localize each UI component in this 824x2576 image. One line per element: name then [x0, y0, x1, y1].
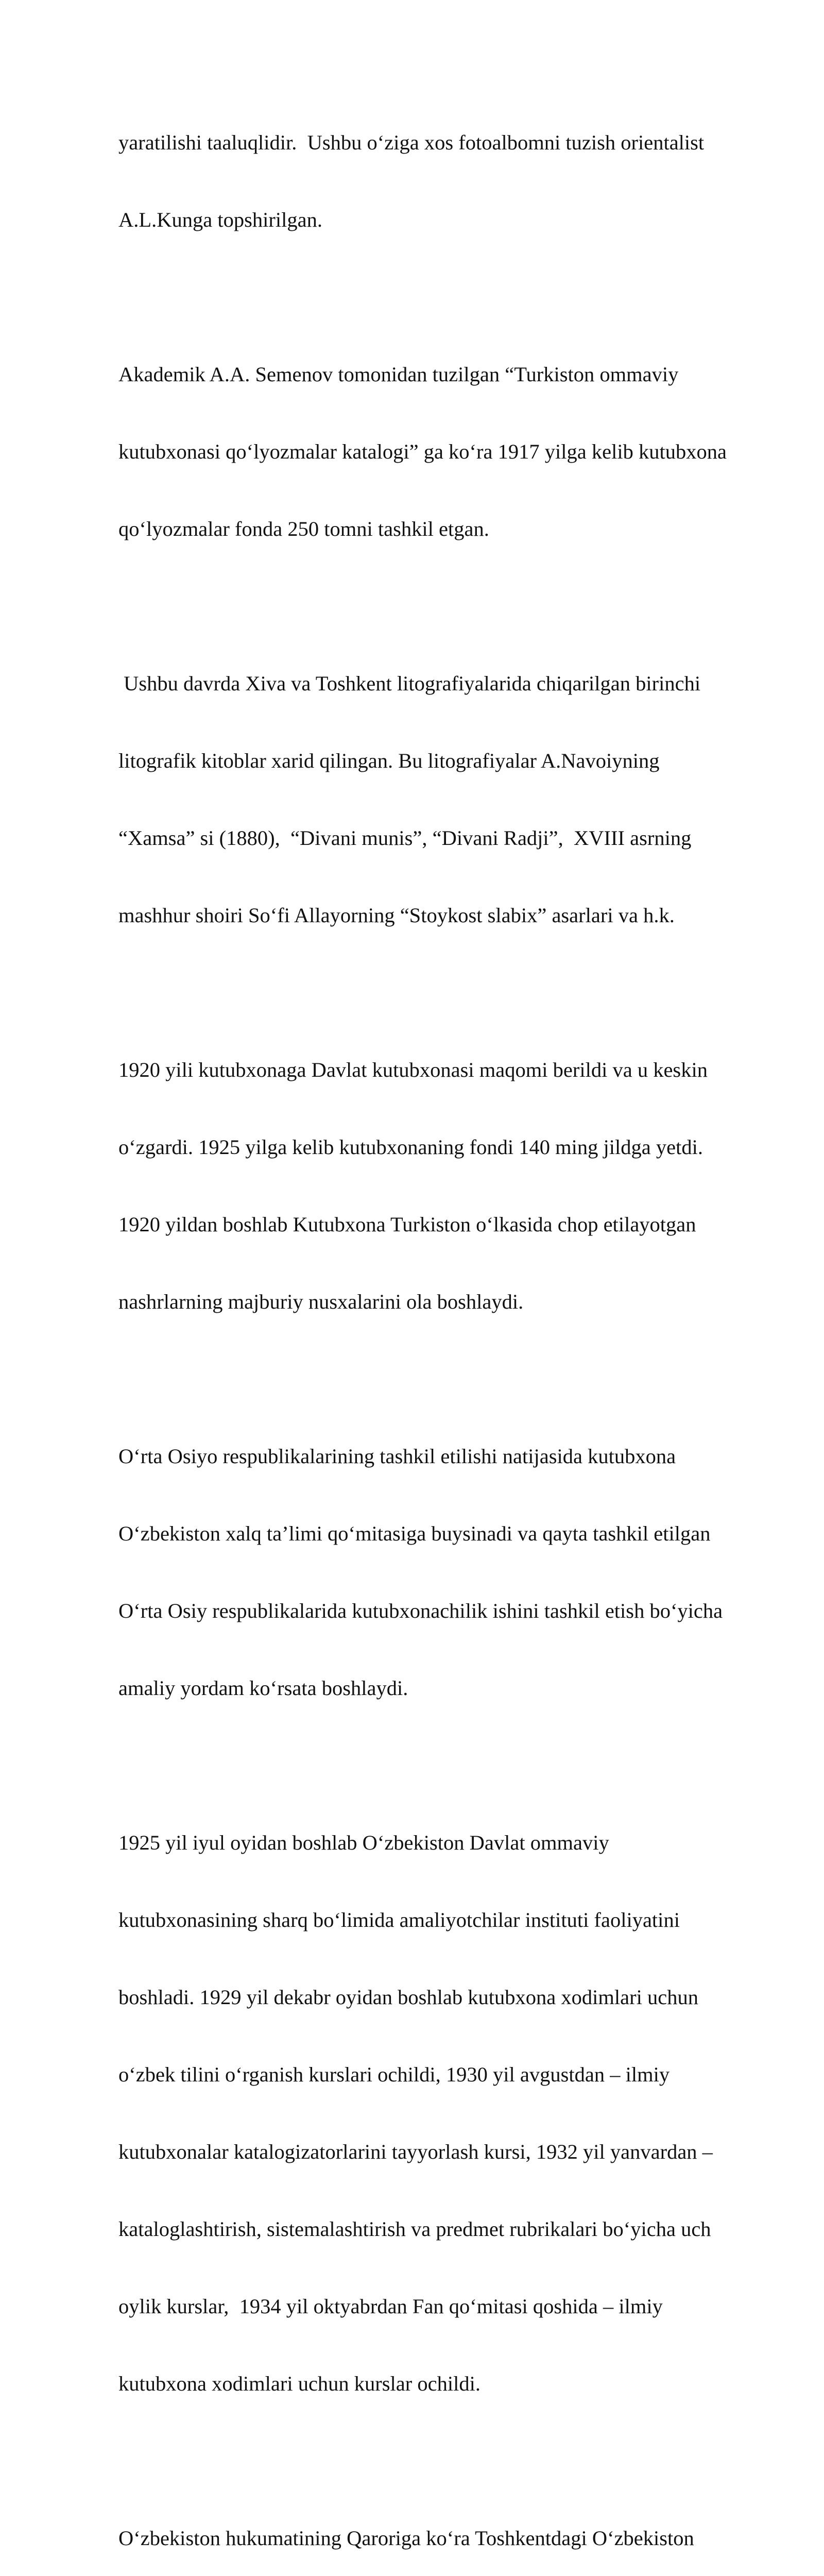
- text-line: kutubxonasining sharq bo‘limida amaliyotchilar instituti faoliyatini: [118, 1908, 680, 1931]
- text-line: qo‘lyozmalar fonda 250 tomni tashkil etgan.: [118, 517, 489, 540]
- text-line: 1925 yil iyul oyidan boshlab O‘zbekiston Davlat ommaviy: [118, 1831, 609, 1854]
- text-line: o‘zgardi. 1925 yilga kelib kutubxonaning fondi 140 ming jildga yetdi.: [118, 1136, 703, 1159]
- text-line: O‘zbekiston xalq ta’limi qo‘mitasiga buysinadi va qayta tashkil etilgan: [118, 1522, 711, 1545]
- text-line: “Xamsa” si (1880), “Divani munis”, “Divani Radji”, XVIII asrning: [118, 826, 692, 850]
- text-line: O‘rta Osiyo respublikalarining tashkil etilishi natijasida kutubxona: [118, 1445, 676, 1468]
- text-line: Akademik A.A. Semenov tomonidan tuzilgan “Turkiston ommaviy: [118, 363, 679, 386]
- text-line: kataloglashtirish, sistemalashtirish va predmet rubrikalari bo‘yicha uch: [118, 2217, 711, 2241]
- text-line: boshladi. 1929 yil dekabr oyidan boshlab kutubxona xodimlari uchun: [118, 1986, 698, 2009]
- text-line: O‘zbekiston hukumatining Qaroriga ko‘ra Toshkentdagi O‘zbekiston: [118, 2527, 694, 2550]
- text-line: litografik kitoblar xarid qilingan. Bu litografiyalar A.Navoiyning: [118, 749, 660, 772]
- document-body: [118, 78, 788, 2576]
- paragraph-3: [118, 619, 788, 980]
- text-line: o‘zbek tilini o‘rganish kurslari ochildi, 1930 yil avgustdan – ilmiy: [118, 2063, 670, 2086]
- paragraph-1: [118, 78, 788, 284]
- text-line: Ushbu davrda Xiva va Toshkent litografiyalarida chiqarilgan birinchi: [118, 672, 701, 695]
- paragraph-6: [118, 1778, 788, 2448]
- text-line: kutubxonalar katalogizatorlarini tayyorlash kursi, 1932 yil yanvardan –: [118, 2140, 713, 2163]
- text-line: mashhur shoiri So‘fi Allayorning “Stoykost slabix” asarlari va h.k.: [118, 904, 675, 927]
- paragraph-7: [118, 2474, 788, 2576]
- text-line: kutubxonasi qo‘lyozmalar katalogi” ga ko‘ra 1917 yilga kelib kutubxona: [118, 440, 727, 463]
- text-line: nashrlarning majburiy nusxalarini ola boshlaydi.: [118, 1290, 524, 1313]
- text-line: 1920 yili kutubxonaga Davlat kutubxonasi maqomi berildi va u keskin: [118, 1058, 708, 1081]
- text-line: oylik kurslar, 1934 yil oktyabrdan Fan qo‘mitasi qoshida – ilmiy: [118, 2295, 663, 2318]
- paragraph-5: [118, 1392, 788, 1753]
- text-line: amaliy yordam ko‘rsata boshlaydi.: [118, 1676, 408, 1700]
- paragraph-2: [118, 310, 788, 594]
- text-line: 1920 yildan boshlab Kutubxona Turkiston o‘lkasida chop etilayotgan: [118, 1213, 696, 1236]
- text-line: kutubxona xodimlari uchun kurslar ochildi.: [118, 2372, 480, 2395]
- text-line: A.L.Kunga topshirilgan.: [118, 208, 322, 231]
- paragraph-4: [118, 1006, 788, 1366]
- text-line: O‘rta Osiy respublikalarida kutubxonachilik ishini tashkil etish bo‘yicha: [118, 1599, 723, 1622]
- text-line: yaratilishi taaluqlidir. Ushbu o‘ziga xos fotoalbomni tuzish orientalist: [118, 131, 705, 154]
